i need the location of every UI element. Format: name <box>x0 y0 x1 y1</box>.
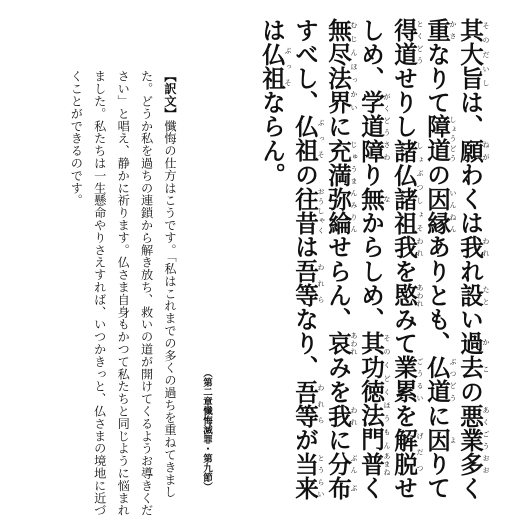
furigana: われ <box>482 234 490 260</box>
furigana: ぶっそ <box>317 114 325 163</box>
ruby-base: 学道 <box>357 90 385 139</box>
ruby-base: 願 <box>456 138 484 163</box>
translation-paragraph <box>64 70 181 518</box>
furigana: あくごう <box>482 403 490 452</box>
ruby-word <box>390 138 424 235</box>
furigana: かさ <box>449 18 457 43</box>
furigana: われ <box>350 403 358 428</box>
ruby-base: 因 <box>423 427 451 452</box>
ruby-word <box>456 138 490 163</box>
text-run: せらん、 <box>324 234 352 332</box>
ruby-base: 其大旨 <box>456 18 484 91</box>
translation-text: 懺悔の仕方はこうです。「私はこれまでの多くの過ちを重ねてきました。どうか私を過ちの連鎖から解き放ち、救いの道が開けてくるようお導きください」と唱え、静かに祈ります。仏さま自身もかつて私たちと同じように悩まれました。私たちは一生懸命やりさえすれば、いつかきっと、仏さまの境地に近づくことができるのです。 <box>69 70 177 517</box>
text-run: は <box>291 234 319 260</box>
translation-label: 【訳文】 <box>163 70 177 120</box>
ruby-word <box>324 331 358 356</box>
furigana: とう <box>317 451 325 476</box>
ruby-word <box>456 283 490 308</box>
ruby-word <box>357 331 391 452</box>
ruby-base: 往昔 <box>291 186 319 235</box>
furigana: げだつ <box>416 427 424 476</box>
ruby-word <box>258 42 292 91</box>
text-run: の <box>291 162 319 187</box>
ruby-word <box>291 451 325 476</box>
ruby-word <box>324 475 358 501</box>
ruby-word <box>324 138 358 235</box>
ruby-base: 仏祖 <box>291 114 319 163</box>
ruby-word <box>456 18 490 91</box>
ruby-word <box>291 379 325 428</box>
text-run: せしめ、 <box>357 18 418 501</box>
furigana: ごうるい <box>416 355 424 404</box>
text-run: ありとも、 <box>423 234 451 356</box>
text-run: に <box>324 427 352 452</box>
ruby-word <box>390 283 424 308</box>
furigana: おうしゃく <box>317 186 325 235</box>
ruby-base: 得道 <box>390 18 418 67</box>
furigana: ねが <box>482 138 490 163</box>
ruby-word <box>291 259 325 308</box>
ruby-base: 仏道 <box>423 355 451 404</box>
furigana: とくどう <box>416 18 424 67</box>
ruby-base: 愍 <box>390 283 418 308</box>
ruby-base: 当 <box>291 451 319 476</box>
text-run: れ <box>456 259 484 284</box>
ruby-word <box>291 186 325 235</box>
ruby-base: 我 <box>390 234 418 260</box>
furigana: われら <box>317 379 325 428</box>
furigana: かこ <box>482 331 490 380</box>
furigana: さわ <box>383 138 391 163</box>
ruby-base: 諸仏諸祖 <box>390 138 418 235</box>
furigana: そのくどくほうもん <box>383 331 391 452</box>
ruby-base: 多 <box>456 451 484 476</box>
text-run: みて <box>390 307 418 356</box>
ruby-base: 我 <box>324 403 352 428</box>
ruby-word <box>357 451 391 476</box>
ruby-word <box>324 451 358 476</box>
ruby-base: 重 <box>423 18 451 43</box>
furigana: われ <box>416 234 424 260</box>
furigana: しょぶつしょそ <box>416 138 424 235</box>
ruby-word <box>357 138 391 163</box>
sutra-main-text <box>255 18 490 514</box>
text-run: は <box>258 18 286 43</box>
furigana: らい <box>317 475 325 501</box>
ruby-base: 業累 <box>390 355 418 404</box>
ruby-word <box>390 355 424 404</box>
ruby-word <box>423 186 457 235</box>
ruby-base: 障 <box>357 138 385 163</box>
furigana: たと <box>482 283 490 308</box>
ruby-word <box>423 18 457 43</box>
ruby-word <box>423 427 457 452</box>
furigana: よ <box>449 427 457 452</box>
ruby-base: 障道 <box>423 114 451 163</box>
text-run: の <box>456 379 484 404</box>
ruby-word <box>291 475 325 501</box>
text-run: すべし、 <box>291 18 319 115</box>
furigana: むじんほっかい <box>350 18 358 115</box>
furigana: おお <box>482 451 490 476</box>
text-run: く <box>456 476 484 501</box>
text-run: なりて <box>423 42 451 115</box>
ruby-base: 吾等 <box>291 259 319 308</box>
text-run: せりし <box>390 66 418 139</box>
text-run: からしめ、 <box>357 210 385 332</box>
text-run: が <box>291 427 319 452</box>
ruby-base: 吾等 <box>291 379 319 428</box>
ruby-base: 仏祖 <box>258 42 286 91</box>
source-citation: （第二章懺悔滅罪・第九節） <box>201 368 212 492</box>
ruby-base: 設 <box>456 283 484 308</box>
furigana: しょうどう <box>449 114 457 163</box>
furigana: じゅうまんみりん <box>350 138 358 235</box>
furigana: そのだいし <box>482 18 490 91</box>
text-run: なり、 <box>291 307 319 380</box>
furigana: あわれ <box>416 283 424 308</box>
furigana: ぷ <box>350 475 358 501</box>
text-run: わくは <box>456 162 484 235</box>
ruby-word <box>390 18 424 67</box>
ruby-word <box>291 114 325 163</box>
furigana: がくどう <box>383 90 391 139</box>
ruby-word <box>357 186 391 211</box>
furigana: ぶっそ <box>284 42 292 91</box>
text-run: く <box>357 475 385 501</box>
ruby-base: 其功徳法門 <box>357 331 385 452</box>
text-run: は、 <box>456 90 484 139</box>
ruby-base: 来 <box>291 475 319 501</box>
furigana: あまね <box>383 451 391 476</box>
text-run: を <box>390 259 418 284</box>
ruby-base: 布 <box>324 475 352 501</box>
ruby-word <box>390 427 424 476</box>
furigana: ぶつどう <box>449 355 457 404</box>
ruby-base: 無 <box>357 186 385 211</box>
ruby-base: 無尽法界 <box>324 18 352 115</box>
furigana: な <box>383 186 391 211</box>
ruby-word <box>423 355 457 404</box>
text-run: の <box>423 162 451 187</box>
ruby-word <box>390 234 424 260</box>
furigana: ぶん <box>350 451 358 476</box>
ruby-base: 分 <box>324 451 352 476</box>
ruby-base: 普 <box>357 451 385 476</box>
ruby-word <box>456 234 490 260</box>
text-run: に <box>423 403 451 428</box>
ruby-word <box>357 90 391 139</box>
text-run: りて <box>423 451 451 501</box>
ruby-base: 充満弥綸 <box>324 138 352 235</box>
ruby-word <box>456 331 490 380</box>
text-run: を <box>390 403 418 428</box>
ruby-word <box>456 403 490 452</box>
ruby-base: 過去 <box>456 331 484 380</box>
furigana: あわれ <box>350 331 358 356</box>
ruby-word <box>423 114 457 163</box>
text-run: みを <box>324 355 352 404</box>
furigana: われら <box>317 259 325 308</box>
ruby-base: 解脱 <box>390 427 418 476</box>
ruby-base: 我 <box>456 234 484 260</box>
ruby-base: 因縁 <box>423 186 451 235</box>
ruby-word <box>324 403 358 428</box>
text-run: り <box>357 162 385 187</box>
ruby-base: 悪業 <box>456 403 484 452</box>
text-run: ならん。 <box>258 90 286 187</box>
ruby-word <box>324 18 358 115</box>
text-run: い <box>456 307 484 332</box>
furigana: いんねん <box>449 186 457 235</box>
ruby-word <box>456 451 490 476</box>
ruby-base: 哀 <box>324 331 352 356</box>
text-run: に <box>324 114 352 139</box>
